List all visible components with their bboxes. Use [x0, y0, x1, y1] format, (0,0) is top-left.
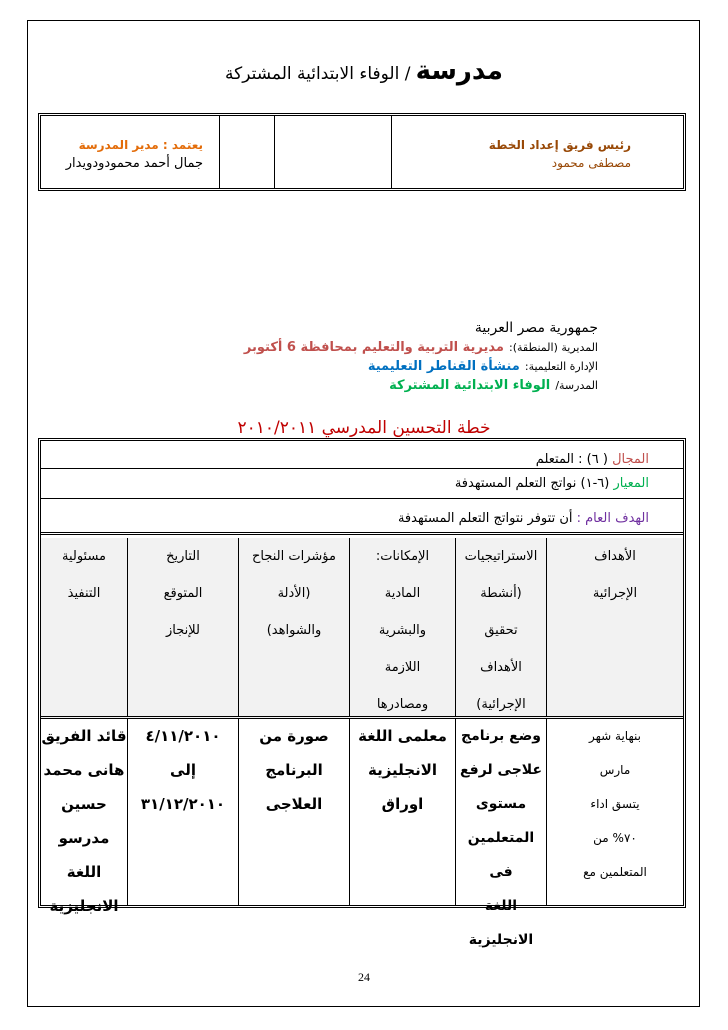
cell-indicators: صورة من البرنامج العلاجى [238, 719, 349, 905]
column-header-row [41, 538, 683, 719]
school-line [244, 375, 598, 394]
domain-row [41, 445, 683, 469]
directorate-line [244, 337, 598, 356]
school-value: الوفاء الابتدائية المشتركة [389, 378, 551, 393]
school-label: المدرسة/ [555, 379, 598, 392]
cell-strategy: وضع برنامج علاجى لرفع مستوى المتعلمين فى اللغة الانجليزية [455, 719, 546, 905]
admin-label: الإدارة التعليمية: [524, 360, 598, 373]
goal-label: الهدف العام : [576, 511, 649, 526]
standard-label: المعيار [613, 476, 649, 491]
school-title [0, 56, 728, 86]
domain-value: ( ٦) : المتعلم [535, 452, 608, 467]
plan-title: خطة التحسين المدرسي ٢٠١٠/٢٠١١ [237, 418, 491, 438]
school-title-prefix: مدرسة [415, 56, 503, 86]
column-header-indicators: مؤشرات النجاح (الأدلة والشواهد) [238, 538, 349, 716]
admin-line [244, 356, 598, 375]
page-number: 24 [358, 970, 370, 984]
empty-cell [274, 116, 391, 188]
country-name: جمهورية مصر العربية [474, 320, 598, 336]
approver-name: جمال أحمد محمودودويدار [65, 156, 203, 171]
column-header-responsibility: مسئولية التنفيذ [61, 549, 107, 601]
header-block [244, 320, 598, 394]
planner-cell [391, 116, 683, 188]
goal-row [41, 499, 683, 535]
signature-table [38, 113, 686, 191]
planner-name: مصطفى محمود [551, 156, 631, 170]
approver-cell [41, 116, 219, 188]
directorate-label: المديرية (المنطقة): [509, 341, 598, 354]
admin-value: منشأة القناطر التعليمية [367, 359, 520, 374]
cell-responsibility: قائد الفريق هانى محمد حسين مدرسو اللغة الانجليزية [41, 727, 127, 915]
directorate-value: مديرية التربية والتعليم بمحافظة 6 أكتوبر [243, 340, 504, 355]
cell-date: ٤/١١/٢٠١٠ إلى ٣١/١٢/٢٠١٠ [127, 719, 238, 905]
table-row [41, 719, 683, 948]
school-title-name: / الوفاء الابتدائية المشتركة [225, 64, 411, 84]
empty-cell [219, 116, 274, 188]
standard-row [41, 469, 683, 499]
goal-value: أن تتوفر نتواتج التعلم المستهدفة [397, 511, 573, 526]
approver-label: يعتمد : مدير المدرسة [78, 138, 203, 152]
column-header-resources: الإمكانات: المادية والبشرية اللازمة ومصادرها [349, 538, 455, 716]
cell-resources: معلمى اللغة الانجليزية اوراق [349, 719, 455, 905]
standard-value: (٦-١) نواتج التعلم المستهدفة [454, 476, 610, 491]
cell-objective: بنهاية شهر مارس يتسق اداء ٧٠% من المتعلمين مع [546, 719, 683, 905]
planner-label: رئيس فريق إعداد الخطة [488, 138, 631, 152]
plan-table [38, 438, 686, 948]
column-header-objectives: الأهداف الإجرائية [546, 538, 683, 716]
column-header-strategies: الاستراتيجيات (أنشطة تحقيق الأهداف الإجرائية) [455, 538, 546, 716]
column-header-date: التاريخ المتوقع للإنجاز [127, 538, 238, 716]
domain-label: المجال [612, 452, 649, 467]
